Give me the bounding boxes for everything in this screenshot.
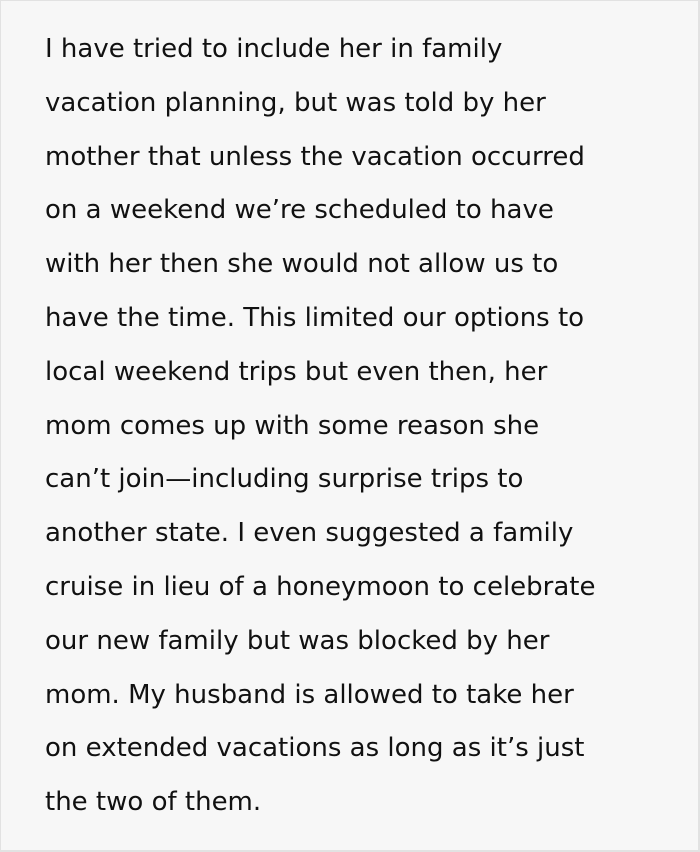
paragraph-line: can’t join—including surprise trips to [45, 464, 524, 495]
paragraph-line: mother that unless the vacation occurred [45, 141, 585, 172]
story-paragraph [45, 23, 596, 830]
paragraph-line: another state. I even suggested a family [45, 518, 574, 549]
paragraph-line: with her then she would not allow us to [45, 249, 559, 280]
paragraph-line: cruise in lieu of a honeymoon to celebrate [45, 571, 596, 602]
paragraph-line: our new family but was blocked by her [45, 625, 550, 656]
paragraph-line: on extended vacations as long as it’s just [45, 733, 585, 764]
paragraph-line: mom. My husband is allowed to take her [45, 679, 574, 710]
paragraph-line: the two of them. [45, 787, 262, 818]
paragraph-line: local weekend trips but even then, her [45, 356, 548, 387]
paragraph-line: mom comes up with some reason she [45, 410, 540, 441]
paragraph-line: vacation planning, but was told by her [45, 87, 546, 118]
paragraph-line: I have tried to include her in family [45, 34, 503, 64]
paragraph-line: have the time. This limited our options to [45, 302, 585, 333]
paragraph-line: on a weekend we’re scheduled to have [45, 195, 554, 226]
